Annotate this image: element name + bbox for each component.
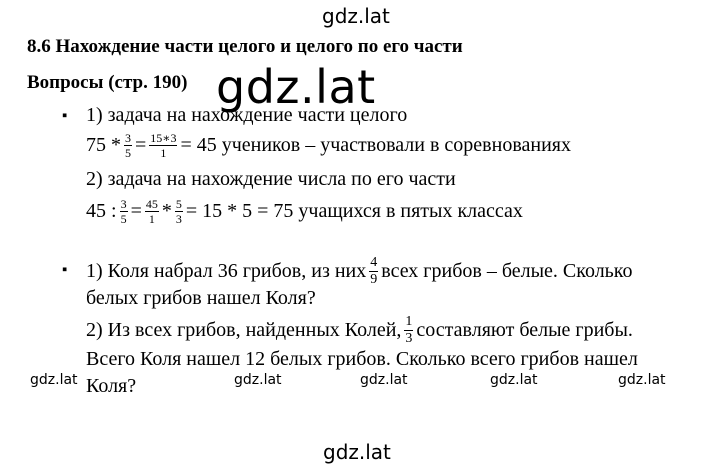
eq2-f3-denominator: 3: [175, 211, 182, 226]
q2-text-end: составляют белые грибы.: [416, 318, 633, 341]
eq2-f2-denominator: 1: [148, 211, 155, 226]
eq1-f1-denominator: 5: [125, 145, 131, 160]
eq2-f2-numerator: 45: [145, 196, 158, 211]
q1-text-end: всех грибов – белые. Сколько: [381, 259, 633, 282]
eq1-fraction-1: [124, 132, 132, 159]
block2-line1: [86, 254, 633, 288]
q1-fraction: [369, 256, 378, 287]
eq2-fraction-2: [145, 198, 159, 225]
block1-equation1: [86, 130, 571, 160]
block2-line3: [86, 313, 633, 347]
eq1-f2-numerator: 15∗3: [150, 130, 177, 145]
eq2-multiply: *: [161, 199, 172, 222]
watermark-large: gdz.lat: [216, 60, 376, 114]
block1-equation2: [86, 196, 523, 226]
watermark-small-1: gdz.lat: [30, 372, 78, 388]
q2-fraction-denominator: 3: [405, 330, 413, 346]
eq1-left: 75 *: [86, 133, 121, 156]
block1-line1: 1) задача на нахождение части целого: [86, 104, 408, 126]
q2-fraction-numerator: 1: [405, 313, 413, 329]
block2-line4: Всего Коля нашел 12 белых грибов. Сколько всего грибов нашел: [86, 348, 638, 370]
watermark-small-5: gdz.lat: [618, 372, 666, 388]
eq2-f3-numerator: 5: [175, 196, 182, 211]
eq2-left: 45 :: [86, 199, 117, 222]
q2-fraction: [404, 315, 413, 346]
eq2-result: = 15 * 5 = 75 учащихся в пятых классах: [185, 199, 523, 222]
eq2-fraction-1: [120, 198, 128, 225]
watermark-small-2: gdz.lat: [234, 372, 282, 388]
eq2-fraction-3: [175, 198, 183, 225]
q2-text-start: 2) Из всех грибов, найденных Колей,: [86, 318, 402, 341]
eq1-f1-numerator: 3: [125, 130, 131, 145]
q1-fraction-denominator: 9: [370, 271, 378, 287]
watermark-small-3: gdz.lat: [360, 372, 408, 388]
eq2-f1-denominator: 5: [120, 211, 127, 226]
eq2-f1-numerator: 3: [120, 196, 127, 211]
eq2-equals: =: [130, 199, 142, 222]
q1-fraction-numerator: 4: [370, 254, 378, 270]
block2-line2: белых грибов нашел Коля?: [86, 287, 316, 309]
eq1-equals: =: [135, 133, 147, 156]
questions-subtitle: Вопросы (стр. 190): [27, 72, 188, 93]
eq1-f2-denominator: 1: [160, 145, 167, 160]
watermark-bottom: gdz.lat: [323, 440, 391, 464]
block1-line3: 2) задача на нахождение числа по его части: [86, 168, 456, 190]
bullet-1: ▪: [62, 108, 68, 124]
section-title: 8.6 Нахождение части целого и целого по его части: [27, 36, 463, 57]
eq1-fraction-2: [149, 132, 177, 159]
block2-line5: Коля?: [86, 375, 137, 397]
watermark-small-4: gdz.lat: [490, 372, 538, 388]
eq1-result: = 45 учеников – участвовали в соревнованиях: [180, 133, 571, 156]
q1-text-start: 1) Коля набрал 36 грибов, из них: [86, 259, 367, 282]
bullet-2: ▪: [62, 262, 68, 278]
watermark-top: gdz.lat: [322, 4, 390, 28]
